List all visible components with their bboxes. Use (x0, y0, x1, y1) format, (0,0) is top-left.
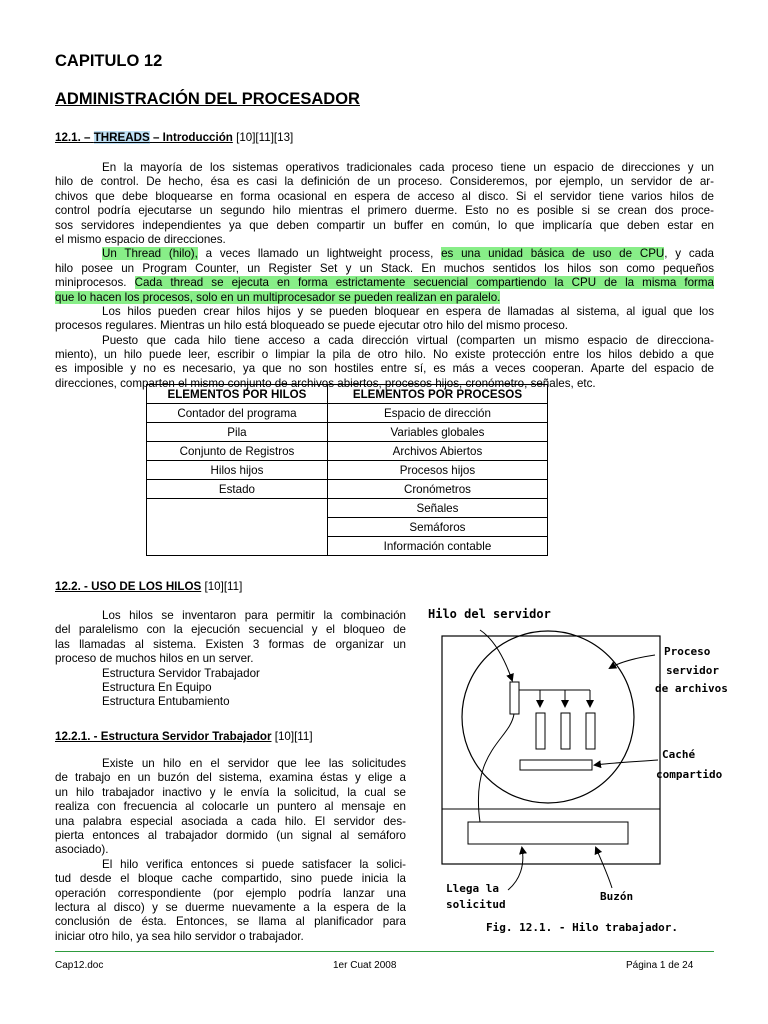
section-number: 12.1. – (55, 131, 91, 144)
table-cell: Estado (147, 480, 328, 499)
highlight: es una unidad básica de uso de CPU (441, 247, 665, 261)
table-cell: Conjunto de Registros (147, 442, 328, 461)
text-line: En la mayoría de los sistemas operativos tradicionales cada proceso tiene un espacio de direcciones y un (102, 161, 714, 174)
table-cell: Contador del programa (147, 404, 328, 423)
label-cache: Caché (662, 748, 696, 761)
list-item: Estructura Entubamiento (102, 695, 230, 709)
worker-thread-figure (420, 600, 740, 945)
table-header-row (147, 385, 548, 404)
label-llega: solicitud (446, 898, 506, 911)
label-proceso: de archivos (655, 682, 728, 695)
paragraph-intro (55, 161, 714, 391)
page-title: ADMINISTRACIÓN DEL PROCESADOR (55, 90, 360, 108)
label-cache: compartido (656, 768, 723, 781)
worker-thread (536, 713, 545, 749)
table-cell-empty (147, 499, 328, 556)
text-line: Existe un hilo en el servidor que lee las solicitudes (102, 757, 406, 770)
text-line: realiza con frecuencia al colocarle un puntero al mensaje en (55, 800, 406, 814)
text-line: una palabra especial asociada a cada hilo. El servidor des- (55, 814, 406, 828)
list-item: Estructura En Equipo (102, 680, 212, 694)
table-cell: Archivos Abiertos (327, 442, 547, 461)
highlight: Cada thread se ejecuta en forma estrictamente secuencial compartiendo la CPU de la misma forma (134, 276, 714, 290)
text-line: es imposible y no es necesario, ya que no son hostiles entre sí, es más a veces cooperan. Aparte del espacio de (55, 362, 714, 376)
text-line: miento), un hilo puede leer, escribir o limpiar la pila de otro hilo. No existe protección entre los hilos debido a que (55, 348, 714, 362)
section-12-1-heading (55, 131, 293, 144)
table-cell: Pila (147, 423, 328, 442)
table-cell: Información contable (327, 537, 547, 556)
footer-page: Página 1 de 24 (626, 960, 694, 971)
section-title: 12.2.1. - Estructura Servidor Trabajador (55, 730, 272, 743)
text-line: de trabajo en un buzón del sistema, examina éstas y elige a (55, 771, 406, 785)
table-cell: Procesos hijos (327, 461, 547, 480)
mailbox (468, 822, 628, 844)
worker-thread (586, 713, 595, 749)
process-circle (462, 631, 634, 803)
table-cell: Semáforos (327, 518, 547, 537)
section-title: – Introducción (152, 131, 233, 144)
table-cell: Espacio de dirección (327, 404, 547, 423)
footer-rule (55, 951, 714, 952)
text-line: conclusión de ésta. Entonces, se llama al planificador para (55, 915, 406, 929)
text-line: pierta entonces al trabajador dormido (un signal al semáforo (55, 828, 406, 842)
dispatcher-thread (510, 682, 519, 714)
section-12-2-1-heading (55, 730, 313, 743)
paragraph-uso-hilos (55, 609, 406, 710)
text-line: procesos regulares. Mientras un hilo está bloqueado se puede ejecutar otro hilo del mismo proceso. (55, 319, 568, 333)
footer-term: 1er Cuat 2008 (333, 960, 397, 971)
section-12-2-heading (55, 580, 242, 593)
label-llega: Llega la (446, 882, 499, 895)
table-cell: Hilos hijos (147, 461, 328, 480)
text-line: Puesto que cada hilo tiene acceso a cada dirección virtual (comparten un mismo espacio de direcciona- (102, 333, 714, 347)
text-line: direcciones, comparten el mismo conjunto de archivos abiertos, procesos hijos, cronómetro, señales, etc. (55, 376, 596, 390)
text-line: control podría ejecutarse un segundo hilo mientras el primero duerme. Esto no es posible si se crean dos proce- (55, 204, 714, 218)
paragraph-servidor-trabajador (55, 757, 406, 944)
section-title: 12.2. - USO DE LOS HILOS (55, 580, 202, 593)
section-refs: [10][11] (274, 730, 313, 743)
label-buzon: Buzón (600, 890, 634, 903)
table-row (147, 423, 548, 442)
text-line: proceso de muchos hilos en un server. (55, 652, 254, 666)
text-line: El hilo verifica entonces si puede satisfacer la solici- (102, 857, 406, 871)
text-line: miniprocesos. Cada thread se ejecuta en forma estrictamente secuencial compartiendo la CPU de la misma forma (55, 276, 714, 290)
text-line: tud desde el bloque cache compartido, sino puede inicia la (55, 872, 406, 886)
table-cell: Señales (327, 499, 547, 518)
section-refs: [10][11][13] (236, 131, 294, 144)
table-row (147, 404, 548, 423)
chapter-heading: CAPITULO 12 (55, 52, 163, 70)
table-header: ELEMENTOS POR HILOS (147, 385, 328, 404)
text-line: Un Thread (hilo), a veces llamado un lightweight process, es una unidad básica de uso de CPU, y cada (102, 247, 714, 261)
text-line: operación correspondiente (por ejemplo podría lanzar una (55, 886, 406, 900)
table-row (147, 499, 548, 518)
label-proceso: Proceso (664, 645, 711, 658)
text-line: lectura al disco) y se duerme nuevamente a la espera de la (55, 900, 406, 914)
text-line: del paralelismo con la ejecución secuencial y el bloqueo de (55, 623, 406, 637)
text-line: Los hilos se inventaron para permitir la combinación (102, 609, 406, 622)
highlight: que lo hacen los procesos, solo en un multiprocesador se pueden realizan en paralelo. (55, 290, 501, 304)
section-refs: [10][11] (204, 580, 243, 593)
text-line (55, 291, 714, 305)
table-row (147, 480, 548, 499)
text-line: las llamadas al sistema. Existen 3 formas de organizar un (55, 637, 406, 651)
footer-filename: Cap12.doc (55, 960, 104, 971)
text-line: iniciar otro hilo, ya sea hilo servidor o trabajador. (55, 929, 304, 943)
threads-word: THREADS (93, 131, 150, 144)
table-row (147, 442, 548, 461)
text-line: un hilo trabajador inactivo y le envía la solicitud, la cual se (55, 785, 406, 799)
text-line: hilo de control. De hecho, ésa es casi la definición de un proceso. Consideremos, por ejemplo, un servidor de ar- (55, 175, 714, 189)
table-cell: Variables globales (327, 423, 547, 442)
worker-thread (561, 713, 570, 749)
table-row (147, 461, 548, 480)
text-line: asociado). (55, 843, 109, 857)
shared-cache (520, 760, 592, 770)
label-hilo-servidor: Hilo del servidor (428, 607, 551, 621)
text-line: chivos que debe bloquearse en forma ocasional en espera de acceso al disco. Si el servidor tiene varios hilos de (55, 189, 714, 203)
text-line: sos servidores independientes ya que deben compartir un buffer en común, lo que implicaría que deben estar en (55, 218, 714, 232)
label-proceso: servidor (666, 664, 719, 677)
highlight: Un Thread (hilo), (102, 247, 198, 261)
table-cell: Cronómetros (327, 480, 547, 499)
text-line: Los hilos pueden crear hilos hijos y se pueden bloquear en espera de llamadas al sistema, al igual que los (102, 304, 714, 318)
text-line: hilo posee un Program Counter, un Register Set y un Stack. En muchos sentidos los hilos son como pequeños (55, 261, 714, 275)
figure-caption: Fig. 12.1. - Hilo trabajador. (486, 921, 679, 934)
elements-table (146, 384, 548, 556)
text-line: el mismo espacio de direcciones. (55, 232, 226, 246)
table-header: ELEMENTOS POR PROCESOS (327, 385, 547, 404)
list-item: Estructura Servidor Trabajador (102, 666, 260, 680)
